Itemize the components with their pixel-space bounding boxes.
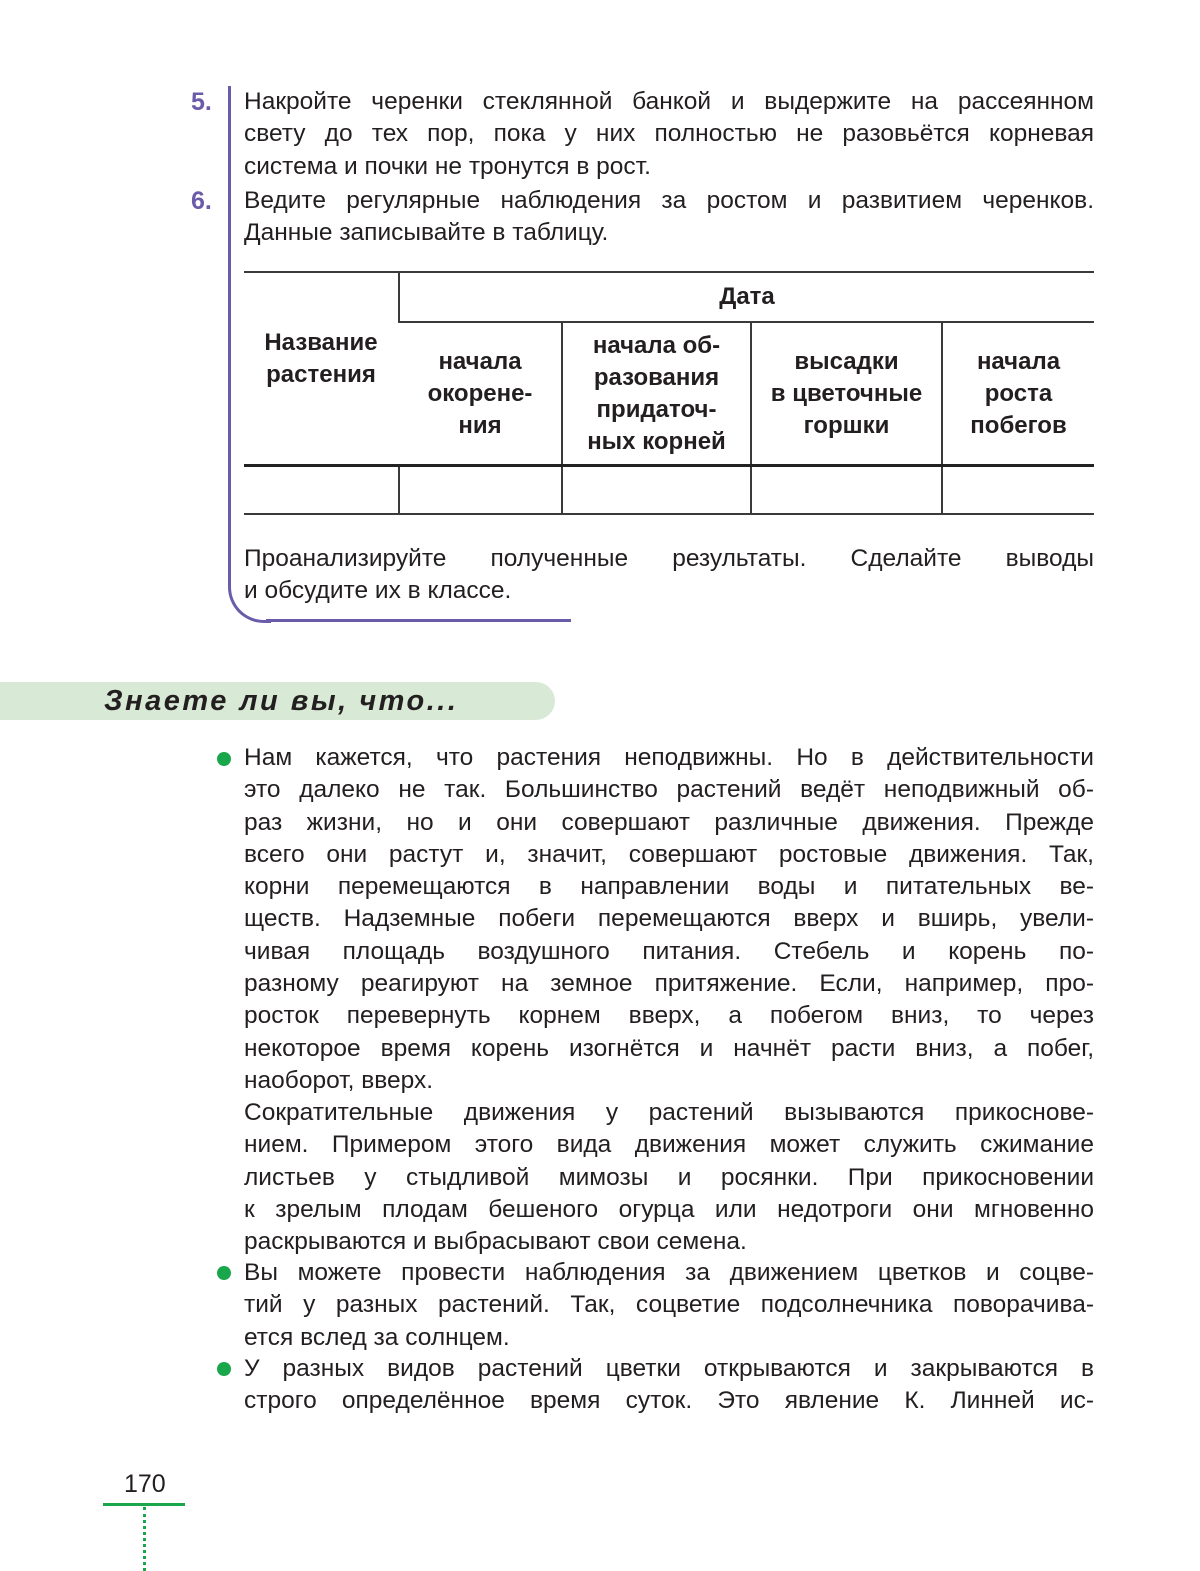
header-potting — [751, 322, 942, 466]
text-line: листьев у стыдливой мимозы и росянки. При прикосновении — [244, 1162, 1094, 1194]
header-line: растения — [244, 359, 398, 391]
header-line: разования — [563, 362, 750, 394]
header-shoot-growth — [942, 322, 1094, 466]
page-number-dotted-line — [143, 1507, 146, 1571]
text-line: некоторое время корень изогнётся и начнёт расти вниз, а побег, — [244, 1033, 1094, 1065]
text-line: наоборот, вверх. — [244, 1065, 1094, 1097]
text-line: Проанализируйте полученные результаты. Сделайте выводы — [244, 543, 1094, 575]
text-line: свету до тех пор, пока у них полностью не разовьётся корневая — [244, 118, 1094, 150]
header-line: Название — [244, 327, 398, 359]
text-line: раз жизни, но и они совершают различные движения. Прежде — [244, 807, 1094, 839]
text-line: корни перемещаются в направлении воды и питательных ве- — [244, 871, 1094, 903]
text-line: Ведите регулярные наблюдения за ростом и развитием черенков. — [244, 185, 1094, 217]
text-line: Сократительные движения у растений вызываются прикоснове- — [244, 1097, 1094, 1129]
bullet-icon — [217, 1266, 231, 1280]
text-line: это далеко не так. Большинство растений ведёт неподвижный об- — [244, 774, 1094, 806]
step-margin-bar — [228, 86, 231, 586]
fact-paragraph-1-continued — [244, 1097, 1094, 1258]
table-cell[interactable] — [751, 466, 942, 515]
table-cell[interactable] — [562, 466, 751, 515]
step-5-text — [244, 86, 1094, 183]
text-line: разному реагируют на земное притяжение. Если, например, про- — [244, 968, 1094, 1000]
text-line: чивая площадь воздушного питания. Стебель и корень по- — [244, 936, 1094, 968]
header-rooting-start — [399, 322, 562, 466]
did-you-know-banner — [0, 682, 555, 720]
header-line: горшки — [752, 410, 941, 442]
text-line: Вы можете провести наблюдения за движением цветков и соцве- — [244, 1257, 1094, 1289]
header-line: придаточ- — [563, 394, 750, 426]
text-line: и обсудите их в классе. — [244, 575, 1094, 607]
text-line: нием. Примером этого вида движения может служить сжимание — [244, 1129, 1094, 1161]
header-line: начала — [943, 346, 1094, 378]
header-adventitious-roots — [562, 322, 751, 466]
text-line: Данные записывайте в таблицу. — [244, 217, 1094, 249]
table-cell[interactable] — [942, 466, 1094, 515]
text-line: раскрываются и выбрасывают свои семена. — [244, 1226, 1094, 1258]
conclusion-text — [244, 543, 1094, 608]
bullet-icon — [217, 1362, 231, 1376]
text-line: система и почки не тронутся в рост. — [244, 151, 1094, 183]
header-line: начала — [399, 346, 561, 378]
header-plant-name — [244, 272, 399, 466]
text-line: Накройте черенки стеклянной банкой и выдержите на рассеянном — [244, 86, 1094, 118]
table-cell[interactable] — [244, 466, 399, 515]
text-line: всего они растут и, значит, совершают ростовые движения. Так, — [244, 839, 1094, 871]
observation-table — [244, 271, 1094, 515]
page-number: 170 — [124, 1470, 166, 1499]
text-line: ется вслед за солнцем. — [244, 1322, 1094, 1354]
table-cell[interactable] — [399, 466, 562, 515]
header-line: высадки — [752, 346, 941, 378]
bullet-icon — [217, 752, 231, 766]
text-line: к зрелым плодам бешеного огурца или недотроги они мгновенно — [244, 1194, 1094, 1226]
page-number-rule — [103, 1503, 185, 1506]
header-line: ния — [399, 410, 561, 442]
header-line: начала об- — [563, 330, 750, 362]
header-date: Дата — [399, 272, 1094, 322]
text-line: росток перевернуть корнем вверх, а побегом вниз, то через — [244, 1000, 1094, 1032]
text-line: У разных видов растений цветки открываются и закрываются в — [244, 1353, 1094, 1385]
text-line: ществ. Надземные побеги перемещаются вверх и вширь, увели- — [244, 903, 1094, 935]
step-number-6: 6. — [191, 185, 212, 217]
text-line: строго определённое время суток. Это явление К. Линней ис- — [244, 1385, 1094, 1417]
header-line: окорене- — [399, 378, 561, 410]
text-line: тий у разных растений. Так, соцветие подсолнечника поворачива- — [244, 1289, 1094, 1321]
header-line: побегов — [943, 410, 1094, 442]
fact-paragraph-2 — [244, 1257, 1094, 1354]
header-line: в цветочные — [752, 378, 941, 410]
section-title: Знаете ли вы, что... — [104, 682, 458, 720]
header-line: роста — [943, 378, 1094, 410]
fact-paragraph-3 — [244, 1353, 1094, 1418]
step-6-text — [244, 185, 1094, 250]
step-number-5: 5. — [191, 86, 212, 118]
fact-paragraph-1 — [244, 742, 1094, 1097]
header-line: ных корней — [563, 426, 750, 458]
step-margin-base — [266, 619, 571, 622]
text-line: Нам кажется, что растения неподвижны. Но в действительности — [244, 742, 1094, 774]
